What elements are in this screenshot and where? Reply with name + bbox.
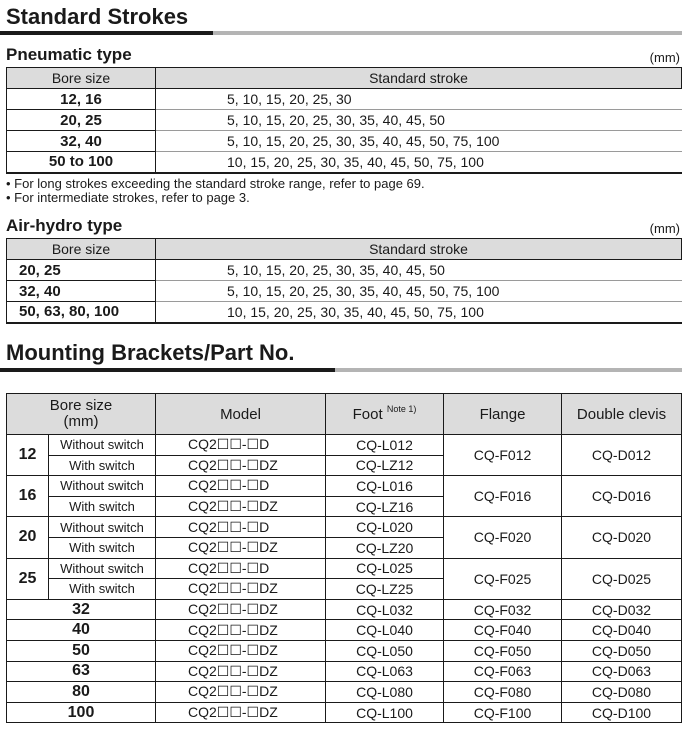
- model-header: Model: [156, 394, 326, 435]
- title-underline-dark: [0, 31, 213, 35]
- stroke-cell: 10, 15, 20, 25, 30, 35, 40, 45, 50, 75, 100: [156, 152, 682, 173]
- bore-size-cell: 25: [7, 558, 49, 599]
- double-clevis-cell: CQ-D025: [562, 558, 682, 599]
- table-row: [7, 281, 682, 302]
- flange-cell: CQ-F016: [444, 476, 562, 517]
- table-row: [7, 661, 682, 682]
- double-clevis-cell: CQ-D020: [562, 517, 682, 558]
- title-underline-dark: [0, 368, 335, 372]
- table-row: [7, 682, 682, 703]
- bore-size-cell: 12: [7, 435, 49, 476]
- model-cell: CQ2☐☐-☐DZ: [156, 620, 326, 641]
- foot-cell: CQ-L050: [326, 640, 444, 661]
- double-clevis-cell: CQ-D080: [562, 682, 682, 703]
- stroke-cell: 5, 10, 15, 20, 25, 30: [156, 89, 682, 110]
- flange-cell: CQ-F032: [444, 599, 562, 620]
- switch-type-cell: Without switch: [49, 558, 156, 579]
- model-cell: CQ2☐☐-☐D: [156, 435, 326, 456]
- flange-cell: CQ-F012: [444, 435, 562, 476]
- stroke-cell: 5, 10, 15, 20, 25, 30, 35, 40, 45, 50, 75, 100: [156, 131, 682, 152]
- bore-size-cell: 12, 16: [7, 89, 156, 110]
- double-clevis-cell: CQ-D050: [562, 640, 682, 661]
- model-cell: CQ2☐☐-☐DZ: [156, 702, 326, 723]
- switch-type-cell: With switch: [49, 496, 156, 517]
- double-clevis-cell: CQ-D016: [562, 476, 682, 517]
- title-underline-grey: [213, 31, 682, 35]
- foot-cell: CQ-L025: [326, 558, 444, 579]
- double-clevis-cell: CQ-D012: [562, 435, 682, 476]
- foot-cell: CQ-L040: [326, 620, 444, 641]
- table-row: [7, 517, 682, 538]
- double-clevis-cell: CQ-D063: [562, 661, 682, 682]
- flange-cell: CQ-F025: [444, 558, 562, 599]
- model-cell: CQ2☐☐-☐DZ: [156, 599, 326, 620]
- bore-size-header-label: Bore size: [49, 397, 113, 414]
- pneumatic-stroke-table: [6, 67, 682, 174]
- model-cell: CQ2☐☐-☐DZ: [156, 682, 326, 703]
- air-hydro-unit: (mm): [649, 221, 680, 236]
- bore-size-cell: 32: [7, 599, 156, 620]
- table-row: [7, 152, 682, 173]
- bore-size-cell: 16: [7, 476, 49, 517]
- bore-size-header: Bore size: [7, 239, 156, 260]
- flange-cell: CQ-F063: [444, 661, 562, 682]
- switch-type-cell: Without switch: [49, 517, 156, 538]
- standard-stroke-header: Standard stroke: [156, 68, 682, 89]
- foot-header-label: Foot: [352, 405, 383, 423]
- stroke-cell: 5, 10, 15, 20, 25, 30, 35, 40, 45, 50: [156, 260, 682, 281]
- model-cell: CQ2☐☐-☐DZ: [156, 455, 326, 476]
- flange-cell: CQ-F040: [444, 620, 562, 641]
- table-row: [7, 640, 682, 661]
- flange-cell: CQ-F080: [444, 682, 562, 703]
- note-intermediate-strokes: • For intermediate strokes, refer to page 3.: [6, 190, 250, 205]
- model-cell: CQ2☐☐-☐DZ: [156, 661, 326, 682]
- flange-cell: CQ-F100: [444, 702, 562, 723]
- model-cell: CQ2☐☐-☐D: [156, 517, 326, 538]
- table-row: [7, 620, 682, 641]
- air-hydro-stroke-table: [6, 238, 682, 324]
- bore-size-header: Bore size: [7, 68, 156, 89]
- switch-type-cell: With switch: [49, 455, 156, 476]
- flange-cell: CQ-F050: [444, 640, 562, 661]
- pneumatic-unit: (mm): [649, 50, 680, 65]
- bore-size-cell: 20, 25: [7, 110, 156, 131]
- switch-type-cell: Without switch: [49, 476, 156, 497]
- note-long-strokes: • For long strokes exceeding the standard stroke range, refer to page 69.: [6, 176, 425, 191]
- foot-cell: CQ-L016: [326, 476, 444, 497]
- bore-size-header: [7, 394, 156, 435]
- table-row: [7, 110, 682, 131]
- foot-cell: CQ-LZ25: [326, 579, 444, 600]
- foot-header: [326, 394, 444, 435]
- bore-size-cell: 20, 25: [7, 260, 156, 281]
- foot-cell: CQ-L063: [326, 661, 444, 682]
- bore-size-cell: 80: [7, 682, 156, 703]
- bore-size-cell: 40: [7, 620, 156, 641]
- bore-size-cell: 32, 40: [7, 281, 156, 302]
- model-cell: CQ2☐☐-☐DZ: [156, 640, 326, 661]
- table-row: [7, 476, 682, 497]
- air-hydro-type-title: Air-hydro type: [6, 216, 123, 235]
- stroke-cell: 5, 10, 15, 20, 25, 30, 35, 40, 45, 50, 75, 100: [156, 281, 682, 302]
- model-cell: CQ2☐☐-☐DZ: [156, 579, 326, 600]
- bore-size-cell: 50 to 100: [7, 152, 156, 173]
- switch-type-cell: With switch: [49, 579, 156, 600]
- table-row: [7, 89, 682, 110]
- title-underline-grey: [335, 368, 682, 372]
- stroke-cell: 10, 15, 20, 25, 30, 35, 40, 45, 50, 75, 100: [156, 302, 682, 323]
- double-clevis-cell: CQ-D032: [562, 599, 682, 620]
- flange-header: Flange: [444, 394, 562, 435]
- standard-strokes-title: Standard Strokes: [6, 4, 189, 29]
- model-cell: CQ2☐☐-☐D: [156, 558, 326, 579]
- foot-cell: CQ-LZ16: [326, 496, 444, 517]
- table-row: [7, 702, 682, 723]
- table-row: [7, 302, 682, 323]
- foot-cell: CQ-LZ20: [326, 537, 444, 558]
- bore-size-cell: 100: [7, 702, 156, 723]
- foot-cell: CQ-L020: [326, 517, 444, 538]
- table-row: [7, 131, 682, 152]
- foot-cell: CQ-L012: [326, 435, 444, 456]
- table-row: [7, 599, 682, 620]
- bore-size-cell: 32, 40: [7, 131, 156, 152]
- flange-cell: CQ-F020: [444, 517, 562, 558]
- stroke-cell: 5, 10, 15, 20, 25, 30, 35, 40, 45, 50: [156, 110, 682, 131]
- model-cell: CQ2☐☐-☐DZ: [156, 496, 326, 517]
- double-clevis-header: Double clevis: [562, 394, 682, 435]
- mounting-brackets-title: Mounting Brackets/Part No.: [6, 340, 295, 365]
- double-clevis-cell: CQ-D100: [562, 702, 682, 723]
- model-cell: CQ2☐☐-☐DZ: [156, 537, 326, 558]
- table-row: [7, 435, 682, 456]
- foot-cell: CQ-LZ12: [326, 455, 444, 476]
- model-cell: CQ2☐☐-☐D: [156, 476, 326, 497]
- double-clevis-cell: CQ-D040: [562, 620, 682, 641]
- foot-cell: CQ-L100: [326, 702, 444, 723]
- mounting-brackets-table: [6, 393, 682, 723]
- pneumatic-type-title: Pneumatic type: [6, 45, 132, 64]
- bore-size-cell: 50, 63, 80, 100: [7, 302, 156, 323]
- table-row: [7, 558, 682, 579]
- bore-size-header-unit: (mm): [63, 413, 99, 430]
- bore-size-cell: 50: [7, 640, 156, 661]
- foot-note-mark: Note 1): [386, 403, 417, 414]
- bore-size-cell: 63: [7, 661, 156, 682]
- switch-type-cell: With switch: [49, 537, 156, 558]
- standard-stroke-header: Standard stroke: [156, 239, 682, 260]
- bore-size-cell: 20: [7, 517, 49, 558]
- foot-cell: CQ-L080: [326, 682, 444, 703]
- switch-type-cell: Without switch: [49, 435, 156, 456]
- foot-cell: CQ-L032: [326, 599, 444, 620]
- table-row: [7, 260, 682, 281]
